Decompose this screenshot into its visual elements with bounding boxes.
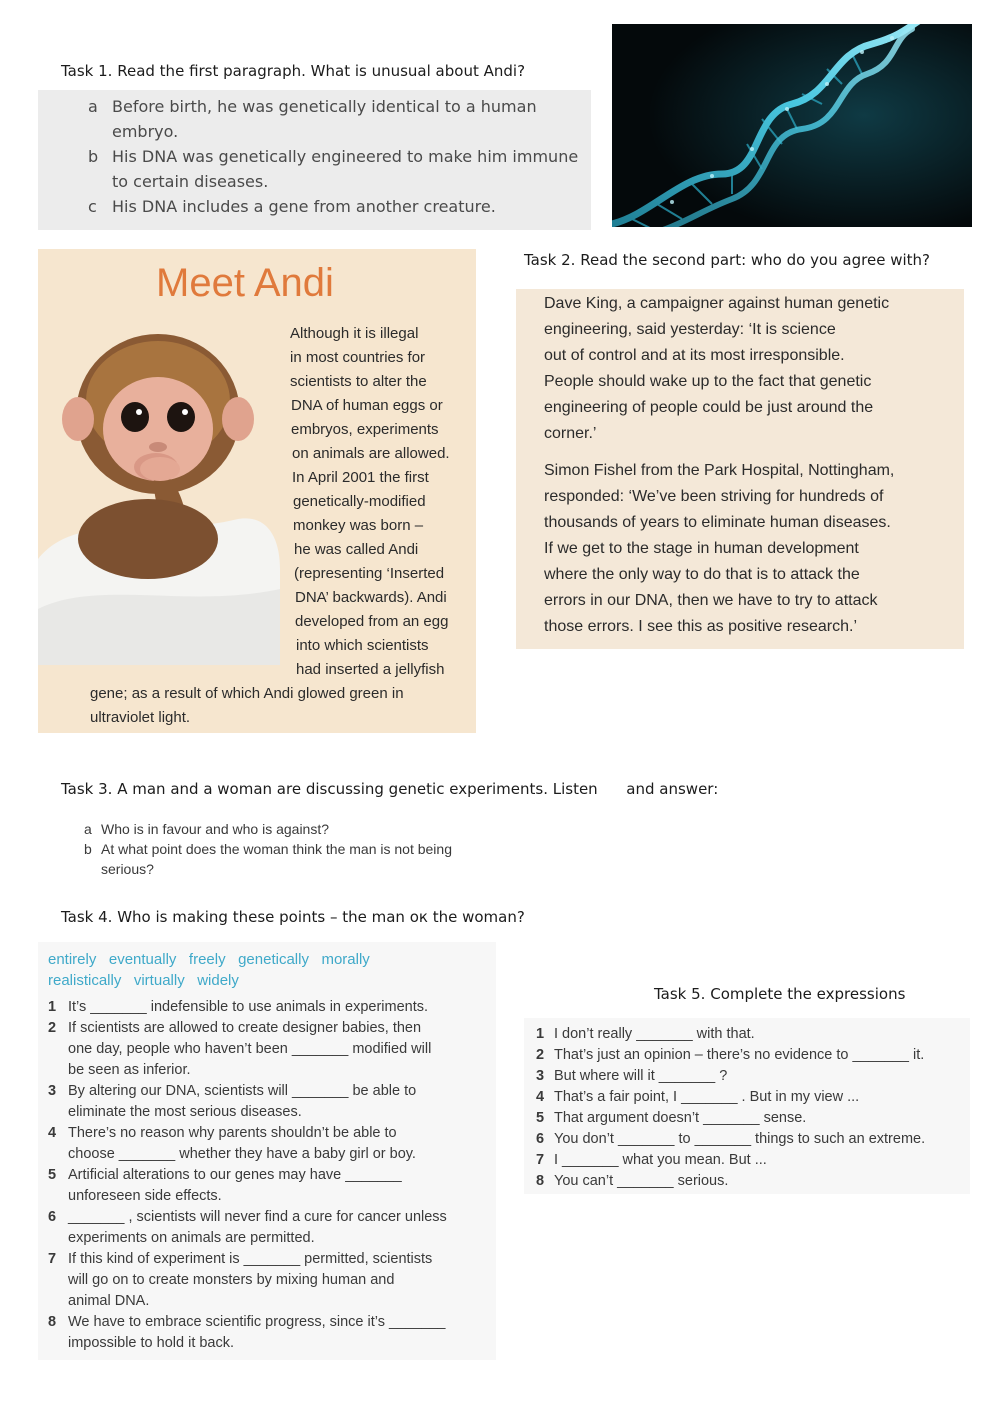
item-number: 3 bbox=[48, 1083, 57, 1099]
option-text-line: embryo. bbox=[112, 122, 179, 141]
quote-line: Dave King, a campaigner against human genetic bbox=[544, 295, 890, 312]
task4-item-line: eliminate the most serious diseases. bbox=[68, 1104, 302, 1120]
task4-item-line: one day, people who haven’t been _______ modified will bbox=[68, 1041, 432, 1057]
task1-heading: Task 1. Read the first paragraph. What is unusual about Andi? bbox=[61, 62, 526, 80]
task4-item-line: Artificial alterations to our genes may have _______ bbox=[68, 1167, 402, 1183]
item-number: 6 bbox=[48, 1209, 57, 1225]
quote-line: People should wake up to the fact that genetic bbox=[544, 373, 872, 390]
dna-helix-icon bbox=[612, 24, 972, 227]
item-number: 8 bbox=[48, 1314, 57, 1330]
task4-item-line: If this kind of experiment is _______ permitted, scientists bbox=[68, 1251, 433, 1267]
task2-quotes-panel bbox=[516, 289, 964, 649]
quote-line: those errors. I see this as positive research.’ bbox=[544, 618, 858, 635]
item-number: 4 bbox=[48, 1125, 57, 1141]
task4-heading: Task 4. Who is making these points – the man oк the woman? bbox=[61, 908, 525, 926]
quote-line: errors in our DNA, then we have to try to attack bbox=[544, 592, 878, 609]
task5-item-text: I don’t really _______ with that. bbox=[554, 1026, 755, 1042]
quote-line: engineering, said yesterday: ‘It is science bbox=[544, 321, 836, 338]
task4-item-line: There’s no reason why parents shouldn’t be able to bbox=[68, 1125, 397, 1141]
task5-exercise-box bbox=[524, 1018, 970, 1194]
quote-line: Simon Fishel from the Park Hospital, Nottingham, bbox=[544, 462, 895, 479]
quote-line: thousands of years to eliminate human diseases. bbox=[544, 514, 891, 531]
task5-item-text: That argument doesn’t _______ sense. bbox=[554, 1110, 807, 1126]
task4-item-line: impossible to hold it back. bbox=[68, 1335, 235, 1351]
option-letter: b bbox=[88, 147, 99, 166]
article-line: gene; as a result of which Andi glowed green in bbox=[90, 685, 404, 702]
task3-heading: Task 3. A man and a woman are discussing genetic experiments. Listen and answer: bbox=[61, 780, 719, 798]
quote-line: where the only way to do that is to attack the bbox=[544, 566, 860, 583]
item-number: 8 bbox=[536, 1173, 545, 1189]
article-line: (representing ‘Inserted bbox=[294, 565, 445, 582]
task5-item-text: You can’t _______ serious. bbox=[554, 1173, 729, 1189]
task1-option-c bbox=[88, 194, 588, 219]
task3-letter: b bbox=[84, 841, 92, 857]
article-line: monkey was born – bbox=[293, 517, 424, 534]
task4-item-line: will go on to create monsters by mixing human and bbox=[68, 1272, 395, 1288]
article-title: Meet Andi bbox=[156, 261, 334, 305]
item-number: 7 bbox=[48, 1251, 57, 1267]
task4-item-line: animal DNA. bbox=[68, 1293, 150, 1309]
item-number: 5 bbox=[536, 1110, 545, 1126]
option-text-line: His DNA was genetically engineered to make him immune bbox=[112, 147, 579, 166]
task4-item-line: We have to embrace scientific progress, since it’s _______ bbox=[68, 1314, 446, 1330]
task2-heading: Task 2. Read the second part: who do you agree with? bbox=[524, 251, 930, 269]
option-text-line: His DNA includes a gene from another creature. bbox=[112, 197, 496, 216]
article-line: in most countries for bbox=[290, 349, 426, 366]
quote-line: responded: ‘We’ve been striving for hundreds of bbox=[544, 488, 884, 505]
task4-exercise-box bbox=[38, 942, 496, 1360]
article-line: on animals are allowed. bbox=[292, 445, 450, 462]
task4-item-line: _______ , scientists will never find a cure for cancer unless bbox=[68, 1209, 447, 1225]
task4-item-line: be seen as inferior. bbox=[68, 1062, 191, 1078]
task4-item-line: unforeseen side effects. bbox=[68, 1188, 222, 1204]
item-number: 1 bbox=[536, 1026, 545, 1042]
article-line: Although it is illegal bbox=[290, 325, 419, 342]
word-bank-line: realistically virtually widely bbox=[48, 972, 239, 989]
task4-item-line: By altering our DNA, scientists will _______ be able to bbox=[68, 1083, 417, 1099]
task4-item-line: experiments on animals are permitted. bbox=[68, 1230, 315, 1246]
article-line: DNA’ backwards). Andi bbox=[295, 589, 447, 606]
article-line: developed from an egg bbox=[295, 613, 449, 630]
article-line: ultraviolet light. bbox=[90, 709, 191, 726]
article-line: genetically-modified bbox=[293, 493, 426, 510]
task5-item-text: That’s a fair point, I _______ . But in my view ... bbox=[554, 1089, 860, 1105]
monkey-icon bbox=[38, 309, 280, 665]
article-line: In April 2001 the first bbox=[292, 469, 429, 486]
article-line: DNA of human eggs or bbox=[291, 397, 443, 414]
item-number: 7 bbox=[536, 1152, 545, 1168]
item-number: 1 bbox=[48, 999, 57, 1015]
task4-item-line: choose _______ whether they have a baby girl or boy. bbox=[68, 1146, 416, 1162]
article-line: he was called Andi bbox=[294, 541, 419, 558]
article-line: had inserted a jellyfish bbox=[296, 661, 445, 678]
item-number: 6 bbox=[536, 1131, 545, 1147]
quote-line: out of control and at its most irresponsible. bbox=[544, 347, 845, 364]
task5-item-text: That’s just an opinion – there’s no evidence to _______ it. bbox=[554, 1047, 925, 1063]
task3-question-line: Who is in favour and who is against? bbox=[101, 821, 330, 837]
task1-option-b bbox=[88, 144, 588, 194]
task3-question-line: serious? bbox=[101, 861, 154, 877]
option-letter: a bbox=[88, 97, 98, 116]
item-number: 3 bbox=[536, 1068, 545, 1084]
baby-monkey-photo bbox=[38, 309, 280, 665]
task5-item-text: But where will it _______ ? bbox=[554, 1068, 728, 1084]
task3-letter: a bbox=[84, 821, 92, 837]
option-letter: c bbox=[88, 197, 97, 216]
option-text-line: to certain diseases. bbox=[112, 172, 269, 191]
article-line: embryos, experiments bbox=[291, 421, 439, 438]
meet-andi-article bbox=[38, 249, 476, 733]
task4-item-line: If scientists are allowed to create designer babies, then bbox=[68, 1020, 422, 1036]
item-number: 4 bbox=[536, 1089, 545, 1105]
task1-options-box bbox=[38, 90, 591, 230]
quote-line: If we get to the stage in human development bbox=[544, 540, 859, 557]
task5-item-text: You don’t _______ to _______ things to such an extreme. bbox=[554, 1131, 926, 1147]
article-line: into which scientists bbox=[296, 637, 429, 654]
item-number: 5 bbox=[48, 1167, 57, 1183]
quote-line: engineering of people could be just around the bbox=[544, 399, 874, 416]
word-bank-line: entirely eventually freely genetically morally bbox=[48, 951, 370, 968]
item-number: 2 bbox=[48, 1020, 57, 1036]
task5-item-text: I _______ what you mean. But ... bbox=[554, 1152, 767, 1168]
task3-question-line: At what point does the woman think the man is not being bbox=[101, 841, 452, 857]
dna-helix-image bbox=[612, 24, 972, 227]
article-line: scientists to alter the bbox=[290, 373, 427, 390]
quote-line: corner.’ bbox=[544, 425, 597, 442]
option-text-line: Before birth, he was genetically identical to a human bbox=[112, 97, 537, 116]
task4-item-line: It’s _______ indefensible to use animals in experiments. bbox=[68, 999, 429, 1015]
task5-heading: Task 5. Complete the expressions bbox=[654, 985, 906, 1003]
task1-option-a bbox=[88, 94, 588, 144]
item-number: 2 bbox=[536, 1047, 545, 1063]
